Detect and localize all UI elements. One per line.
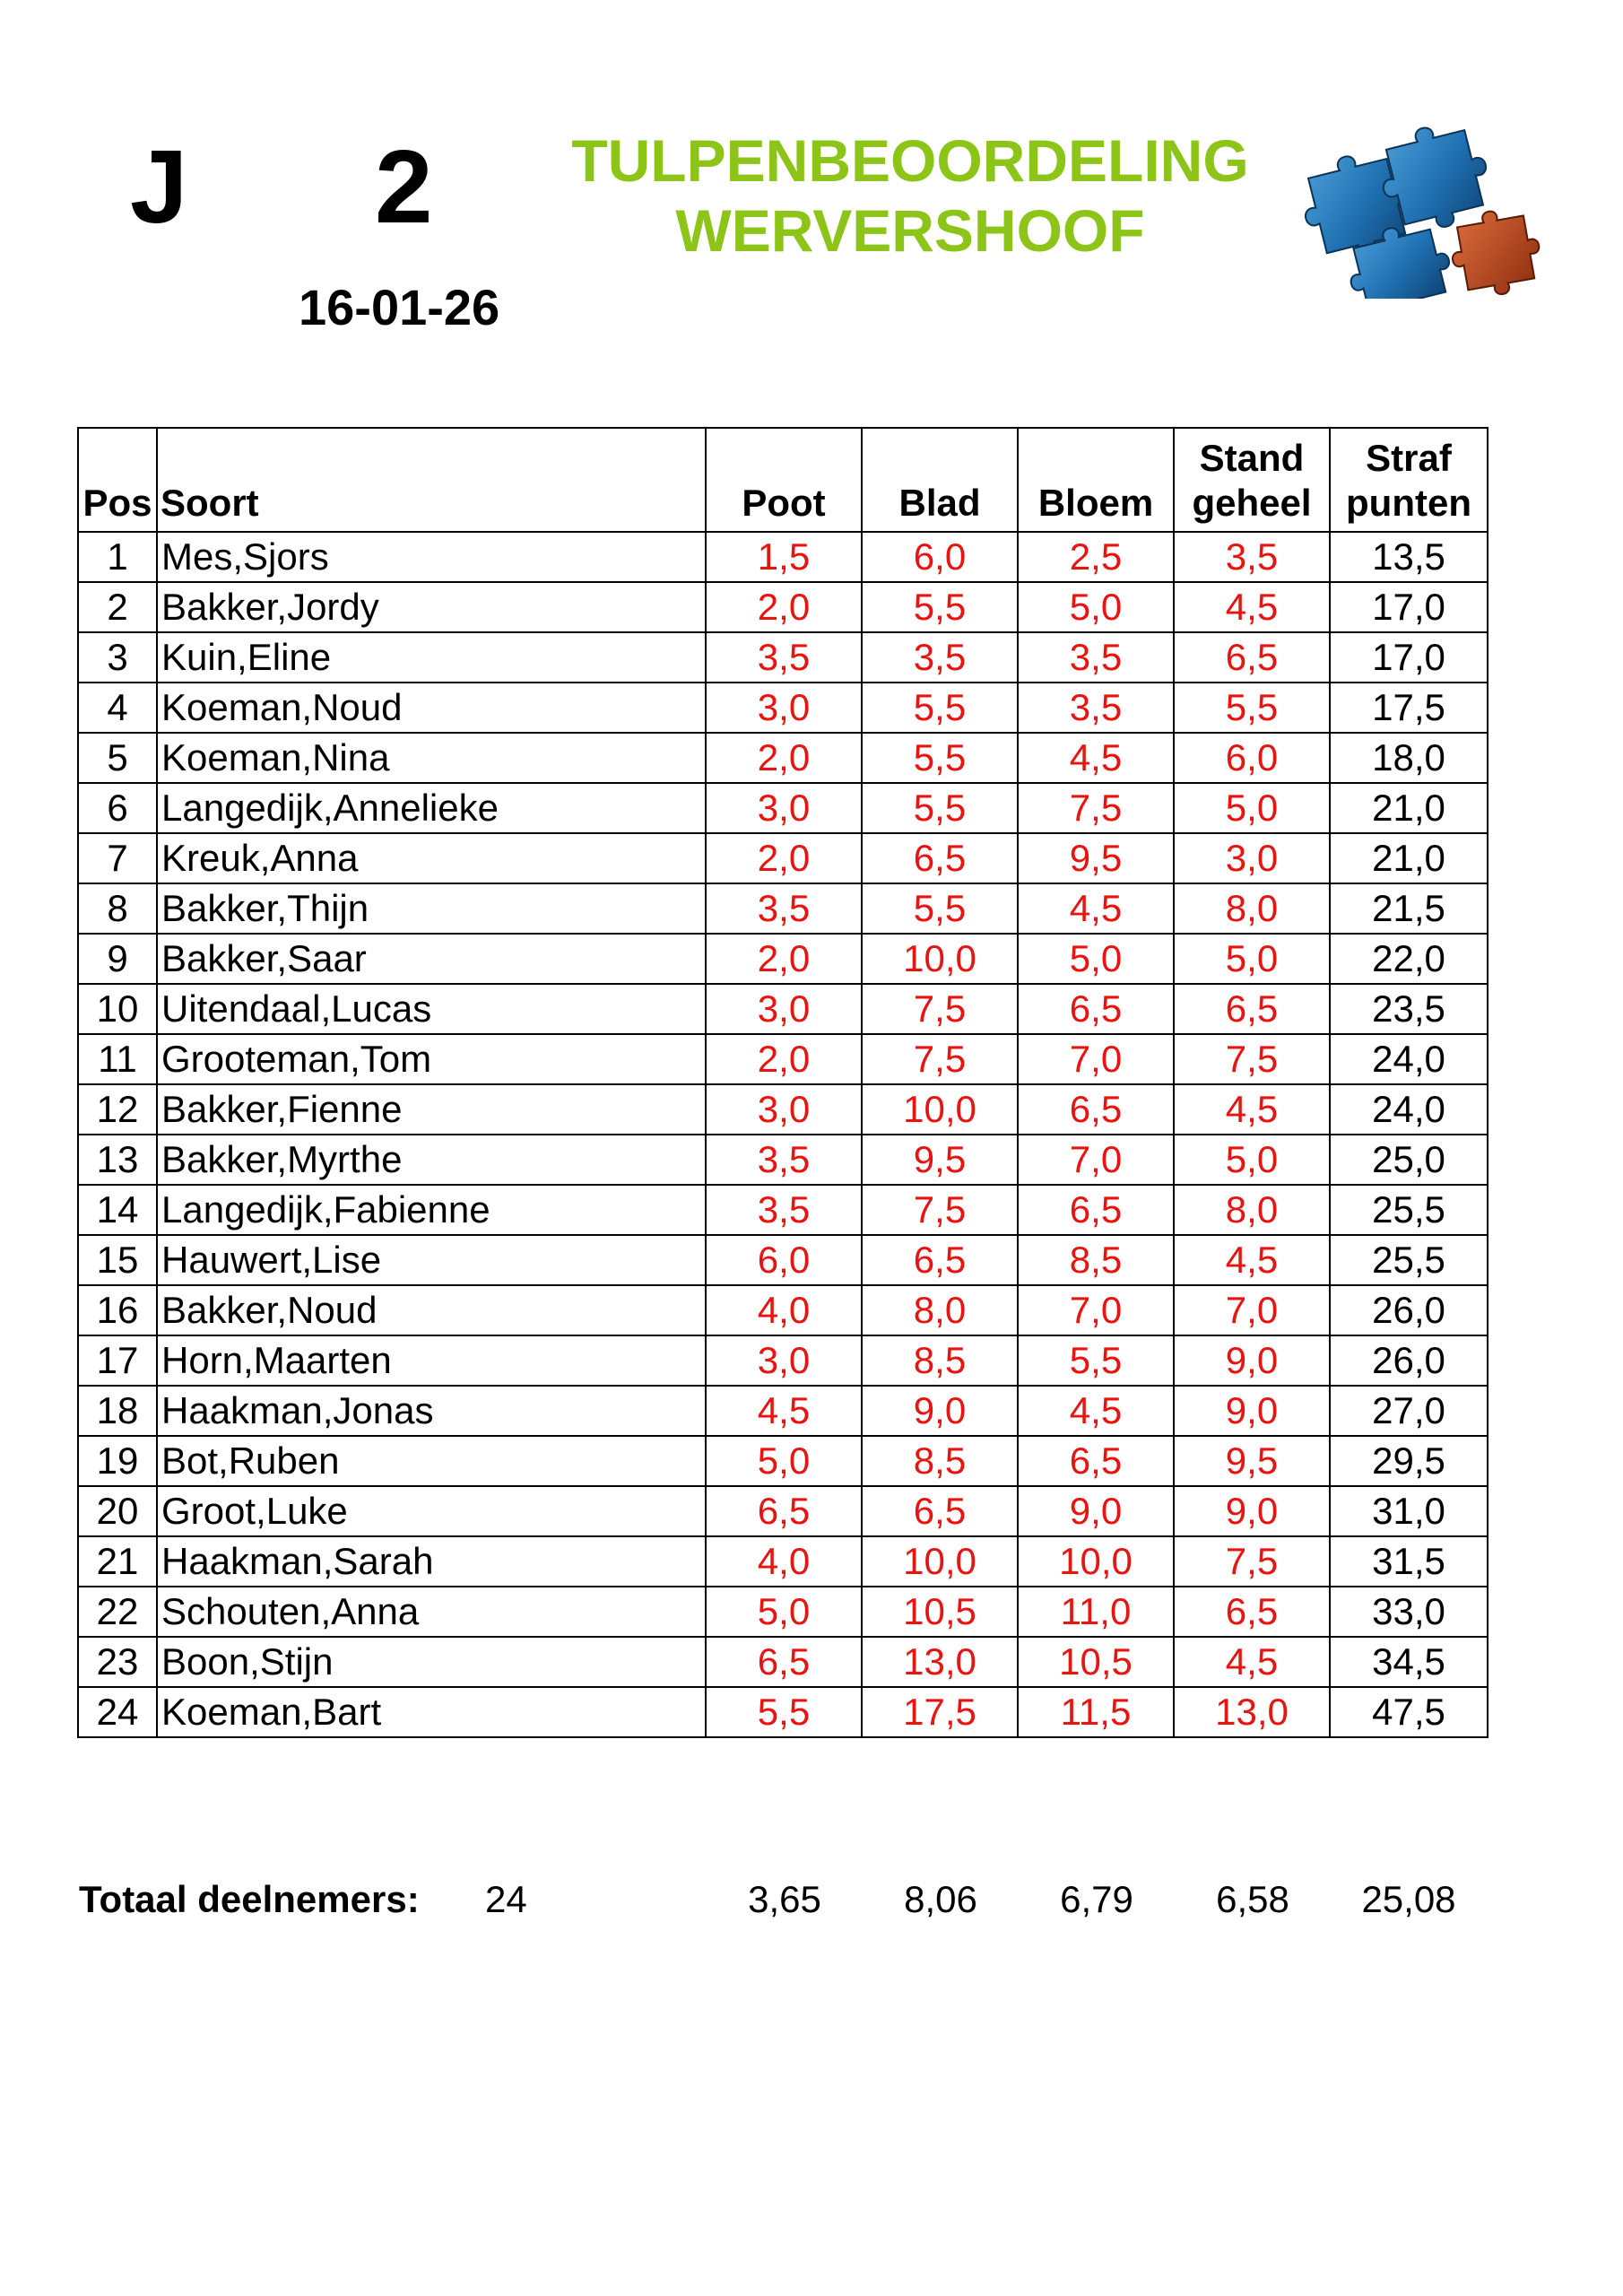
table-row bbox=[78, 1034, 1488, 1084]
header-strafpunten bbox=[1330, 428, 1488, 532]
cell-stand: 9,0 bbox=[1174, 1486, 1330, 1536]
cell-name: Mes,Sjors bbox=[157, 532, 706, 582]
page-title bbox=[538, 126, 1282, 265]
table-row bbox=[78, 683, 1488, 733]
title-line-2: WERVERSHOOF bbox=[675, 197, 1145, 264]
cell-blad: 7,5 bbox=[862, 1034, 1018, 1084]
cell-stand: 4,5 bbox=[1174, 1637, 1330, 1687]
cell-poot: 6,0 bbox=[706, 1235, 862, 1285]
cell-poot: 5,0 bbox=[706, 1436, 862, 1486]
cell-stand: 7,0 bbox=[1174, 1285, 1330, 1335]
cell-stand: 7,5 bbox=[1174, 1536, 1330, 1587]
cell-stand: 9,0 bbox=[1174, 1335, 1330, 1386]
cell-strafpunten: 21,0 bbox=[1330, 833, 1488, 883]
table-row bbox=[78, 632, 1488, 683]
cell-name: Bakker,Thijn bbox=[157, 883, 706, 934]
cell-poot: 3,0 bbox=[706, 1084, 862, 1135]
cell-stand: 3,0 bbox=[1174, 833, 1330, 883]
cell-poot: 3,0 bbox=[706, 1335, 862, 1386]
header-poot: Poot bbox=[706, 428, 862, 532]
average-blad: 8,06 bbox=[904, 1878, 977, 1920]
cell-pos: 5 bbox=[78, 733, 157, 783]
cell-name: Groot,Luke bbox=[157, 1486, 706, 1536]
cell-stand: 6,5 bbox=[1174, 984, 1330, 1034]
cell-pos: 18 bbox=[78, 1386, 157, 1436]
cell-poot: 2,0 bbox=[706, 833, 862, 883]
cell-blad: 7,5 bbox=[862, 1185, 1018, 1235]
table-row bbox=[78, 582, 1488, 632]
cell-poot: 2,0 bbox=[706, 582, 862, 632]
cell-poot: 5,0 bbox=[706, 1587, 862, 1637]
cell-strafpunten: 21,5 bbox=[1330, 883, 1488, 934]
cell-blad: 5,5 bbox=[862, 733, 1018, 783]
cell-name: Koeman,Bart bbox=[157, 1687, 706, 1737]
average-stand: 6,58 bbox=[1216, 1878, 1289, 1920]
cell-stand: 6,5 bbox=[1174, 632, 1330, 683]
table-row bbox=[78, 733, 1488, 783]
header-straf-line-1: Straf bbox=[1366, 437, 1452, 479]
cell-bloem: 8,5 bbox=[1018, 1235, 1174, 1285]
cell-poot: 6,5 bbox=[706, 1486, 862, 1536]
header-stand-geheel bbox=[1174, 428, 1330, 532]
cell-strafpunten: 18,0 bbox=[1330, 733, 1488, 783]
table-row bbox=[78, 532, 1488, 582]
cell-blad: 6,0 bbox=[862, 532, 1018, 582]
cell-strafpunten: 13,5 bbox=[1330, 532, 1488, 582]
cell-strafpunten: 33,0 bbox=[1330, 1587, 1488, 1637]
cell-stand: 8,0 bbox=[1174, 883, 1330, 934]
cell-name: Langedijk,Fabienne bbox=[157, 1185, 706, 1235]
table-row bbox=[78, 1335, 1488, 1386]
cell-bloem: 9,0 bbox=[1018, 1486, 1174, 1536]
cell-poot: 6,5 bbox=[706, 1637, 862, 1687]
cell-poot: 3,5 bbox=[706, 632, 862, 683]
cell-pos: 10 bbox=[78, 984, 157, 1034]
title-line-1: TULPENBEOORDELING bbox=[571, 127, 1249, 194]
cell-blad: 9,5 bbox=[862, 1135, 1018, 1185]
average-strafpunten: 25,08 bbox=[1361, 1878, 1456, 1920]
cell-stand: 4,5 bbox=[1174, 582, 1330, 632]
cell-name: Boon,Stijn bbox=[157, 1637, 706, 1687]
total-participants-count: 24 bbox=[485, 1878, 527, 1920]
total-participants-label: Totaal deelnemers: bbox=[79, 1878, 420, 1920]
header-stand-line-1: Stand bbox=[1199, 437, 1305, 479]
cell-stand: 4,5 bbox=[1174, 1235, 1330, 1285]
cell-blad: 6,5 bbox=[862, 1235, 1018, 1285]
cell-bloem: 3,5 bbox=[1018, 632, 1174, 683]
cell-stand: 4,5 bbox=[1174, 1084, 1330, 1135]
table-row bbox=[78, 1536, 1488, 1587]
cell-poot: 4,0 bbox=[706, 1285, 862, 1335]
cell-bloem: 11,5 bbox=[1018, 1687, 1174, 1737]
cell-strafpunten: 31,5 bbox=[1330, 1536, 1488, 1587]
cell-stand: 9,0 bbox=[1174, 1386, 1330, 1436]
cell-bloem: 6,5 bbox=[1018, 1185, 1174, 1235]
cell-bloem: 4,5 bbox=[1018, 733, 1174, 783]
round-number: 2 bbox=[375, 128, 433, 245]
cell-pos: 12 bbox=[78, 1084, 157, 1135]
cell-poot: 3,0 bbox=[706, 984, 862, 1034]
cell-pos: 11 bbox=[78, 1034, 157, 1084]
cell-stand: 13,0 bbox=[1174, 1687, 1330, 1737]
cell-name: Haakman,Sarah bbox=[157, 1536, 706, 1587]
cell-blad: 5,5 bbox=[862, 883, 1018, 934]
cell-pos: 14 bbox=[78, 1185, 157, 1235]
cell-bloem: 6,5 bbox=[1018, 984, 1174, 1034]
cell-name: Kreuk,Anna bbox=[157, 833, 706, 883]
cell-blad: 9,0 bbox=[862, 1386, 1018, 1436]
cell-stand: 6,5 bbox=[1174, 1587, 1330, 1637]
cell-strafpunten: 21,0 bbox=[1330, 783, 1488, 833]
average-bloem: 6,79 bbox=[1060, 1878, 1133, 1920]
cell-strafpunten: 17,0 bbox=[1330, 632, 1488, 683]
cell-bloem: 6,5 bbox=[1018, 1084, 1174, 1135]
cell-bloem: 7,0 bbox=[1018, 1034, 1174, 1084]
cell-poot: 5,5 bbox=[706, 1687, 862, 1737]
cell-poot: 2,0 bbox=[706, 1034, 862, 1084]
cell-bloem: 4,5 bbox=[1018, 1386, 1174, 1436]
cell-name: Kuin,Eline bbox=[157, 632, 706, 683]
cell-pos: 4 bbox=[78, 683, 157, 733]
cell-poot: 3,0 bbox=[706, 783, 862, 833]
cell-stand: 5,0 bbox=[1174, 1135, 1330, 1185]
cell-stand: 6,0 bbox=[1174, 733, 1330, 783]
table-row bbox=[78, 1486, 1488, 1536]
cell-pos: 20 bbox=[78, 1486, 157, 1536]
cell-blad: 10,0 bbox=[862, 934, 1018, 984]
cell-name: Koeman,Noud bbox=[157, 683, 706, 733]
table-row bbox=[78, 1436, 1488, 1486]
cell-poot: 2,0 bbox=[706, 934, 862, 984]
cell-name: Hauwert,Lise bbox=[157, 1235, 706, 1285]
cell-bloem: 6,5 bbox=[1018, 1436, 1174, 1486]
header-pos: Pos bbox=[78, 428, 157, 532]
cell-name: Bakker,Saar bbox=[157, 934, 706, 984]
cell-strafpunten: 26,0 bbox=[1330, 1335, 1488, 1386]
cell-bloem: 3,5 bbox=[1018, 683, 1174, 733]
cell-poot: 4,5 bbox=[706, 1386, 862, 1436]
table-row bbox=[78, 833, 1488, 883]
cell-strafpunten: 23,5 bbox=[1330, 984, 1488, 1034]
cell-strafpunten: 25,5 bbox=[1330, 1235, 1488, 1285]
cell-blad: 13,0 bbox=[862, 1637, 1018, 1687]
cell-poot: 3,5 bbox=[706, 883, 862, 934]
cell-blad: 5,5 bbox=[862, 783, 1018, 833]
cell-pos: 3 bbox=[78, 632, 157, 683]
cell-strafpunten: 25,0 bbox=[1330, 1135, 1488, 1185]
cell-strafpunten: 17,0 bbox=[1330, 582, 1488, 632]
cell-name: Koeman,Nina bbox=[157, 733, 706, 783]
cell-stand: 5,5 bbox=[1174, 683, 1330, 733]
cell-bloem: 4,5 bbox=[1018, 883, 1174, 934]
cell-strafpunten: 22,0 bbox=[1330, 934, 1488, 984]
cell-bloem: 5,5 bbox=[1018, 1335, 1174, 1386]
cell-strafpunten: 47,5 bbox=[1330, 1687, 1488, 1737]
table-row bbox=[78, 1135, 1488, 1185]
header-stand-line-2: geheel bbox=[1192, 482, 1312, 524]
cell-blad: 10,0 bbox=[862, 1536, 1018, 1587]
cell-stand: 5,0 bbox=[1174, 783, 1330, 833]
cell-bloem: 7,0 bbox=[1018, 1135, 1174, 1185]
table-row bbox=[78, 883, 1488, 934]
cell-pos: 23 bbox=[78, 1637, 157, 1687]
cell-strafpunten: 34,5 bbox=[1330, 1637, 1488, 1687]
table-row bbox=[78, 1084, 1488, 1135]
cell-bloem: 2,5 bbox=[1018, 532, 1174, 582]
cell-bloem: 10,0 bbox=[1018, 1536, 1174, 1587]
puzzle-pieces-icon bbox=[1291, 115, 1560, 299]
cell-name: Bakker,Noud bbox=[157, 1285, 706, 1335]
cell-stand: 7,5 bbox=[1174, 1034, 1330, 1084]
cell-pos: 22 bbox=[78, 1587, 157, 1637]
table-header-row bbox=[78, 428, 1488, 532]
cell-pos: 16 bbox=[78, 1285, 157, 1335]
cell-strafpunten: 24,0 bbox=[1330, 1084, 1488, 1135]
cell-bloem: 5,0 bbox=[1018, 934, 1174, 984]
table-row bbox=[78, 934, 1488, 984]
cell-name: Bakker,Myrthe bbox=[157, 1135, 706, 1185]
cell-name: Langedijk,Annelieke bbox=[157, 783, 706, 833]
cell-blad: 3,5 bbox=[862, 632, 1018, 683]
results-table bbox=[77, 427, 1488, 1738]
cell-stand: 5,0 bbox=[1174, 934, 1330, 984]
cell-strafpunten: 26,0 bbox=[1330, 1285, 1488, 1335]
cell-strafpunten: 31,0 bbox=[1330, 1486, 1488, 1536]
cell-bloem: 7,5 bbox=[1018, 783, 1174, 833]
cell-pos: 9 bbox=[78, 934, 157, 984]
cell-pos: 24 bbox=[78, 1687, 157, 1737]
cell-pos: 2 bbox=[78, 582, 157, 632]
cell-name: Bakker,Jordy bbox=[157, 582, 706, 632]
header-blad: Blad bbox=[862, 428, 1018, 532]
cell-pos: 15 bbox=[78, 1235, 157, 1285]
table-row bbox=[78, 1687, 1488, 1737]
cell-blad: 5,5 bbox=[862, 683, 1018, 733]
cell-pos: 8 bbox=[78, 883, 157, 934]
cell-blad: 6,5 bbox=[862, 1486, 1018, 1536]
cell-blad: 10,0 bbox=[862, 1084, 1018, 1135]
cell-strafpunten: 25,5 bbox=[1330, 1185, 1488, 1235]
cell-strafpunten: 17,5 bbox=[1330, 683, 1488, 733]
header-straf-line-2: punten bbox=[1346, 482, 1471, 524]
cell-name: Bot,Ruben bbox=[157, 1436, 706, 1486]
table-row bbox=[78, 984, 1488, 1034]
table-row bbox=[78, 1285, 1488, 1335]
cell-bloem: 5,0 bbox=[1018, 582, 1174, 632]
cell-blad: 7,5 bbox=[862, 984, 1018, 1034]
table-row bbox=[78, 1386, 1488, 1436]
cell-poot: 3,0 bbox=[706, 683, 862, 733]
class-code: J bbox=[130, 128, 188, 245]
cell-blad: 8,0 bbox=[862, 1285, 1018, 1335]
cell-stand: 9,5 bbox=[1174, 1436, 1330, 1486]
cell-blad: 10,5 bbox=[862, 1587, 1018, 1637]
cell-name: Grooteman,Tom bbox=[157, 1034, 706, 1084]
cell-blad: 6,5 bbox=[862, 833, 1018, 883]
cell-pos: 6 bbox=[78, 783, 157, 833]
table-row bbox=[78, 1235, 1488, 1285]
cell-poot: 3,5 bbox=[706, 1185, 862, 1235]
cell-name: Uitendaal,Lucas bbox=[157, 984, 706, 1034]
average-poot: 3,65 bbox=[748, 1878, 821, 1920]
cell-poot: 2,0 bbox=[706, 733, 862, 783]
cell-stand: 3,5 bbox=[1174, 532, 1330, 582]
header-soort: Soort bbox=[157, 428, 706, 532]
cell-poot: 1,5 bbox=[706, 532, 862, 582]
cell-pos: 21 bbox=[78, 1536, 157, 1587]
cell-blad: 8,5 bbox=[862, 1335, 1018, 1386]
cell-poot: 4,0 bbox=[706, 1536, 862, 1587]
cell-bloem: 9,5 bbox=[1018, 833, 1174, 883]
header-bloem: Bloem bbox=[1018, 428, 1174, 532]
cell-poot: 3,5 bbox=[706, 1135, 862, 1185]
table-row bbox=[78, 1185, 1488, 1235]
cell-name: Horn,Maarten bbox=[157, 1335, 706, 1386]
cell-pos: 17 bbox=[78, 1335, 157, 1386]
cell-bloem: 7,0 bbox=[1018, 1285, 1174, 1335]
cell-pos: 7 bbox=[78, 833, 157, 883]
cell-blad: 8,5 bbox=[862, 1436, 1018, 1486]
cell-strafpunten: 29,5 bbox=[1330, 1436, 1488, 1486]
cell-pos: 13 bbox=[78, 1135, 157, 1185]
date-label: 16-01-26 bbox=[299, 279, 500, 335]
cell-bloem: 10,5 bbox=[1018, 1637, 1174, 1687]
cell-strafpunten: 27,0 bbox=[1330, 1386, 1488, 1436]
cell-pos: 1 bbox=[78, 532, 157, 582]
cell-strafpunten: 24,0 bbox=[1330, 1034, 1488, 1084]
cell-blad: 5,5 bbox=[862, 582, 1018, 632]
cell-name: Bakker,Fienne bbox=[157, 1084, 706, 1135]
cell-bloem: 11,0 bbox=[1018, 1587, 1174, 1637]
table-row bbox=[78, 1587, 1488, 1637]
cell-name: Haakman,Jonas bbox=[157, 1386, 706, 1436]
table-row bbox=[78, 1637, 1488, 1687]
cell-stand: 8,0 bbox=[1174, 1185, 1330, 1235]
table-row bbox=[78, 783, 1488, 833]
cell-blad: 17,5 bbox=[862, 1687, 1018, 1737]
cell-pos: 19 bbox=[78, 1436, 157, 1486]
cell-name: Schouten,Anna bbox=[157, 1587, 706, 1637]
